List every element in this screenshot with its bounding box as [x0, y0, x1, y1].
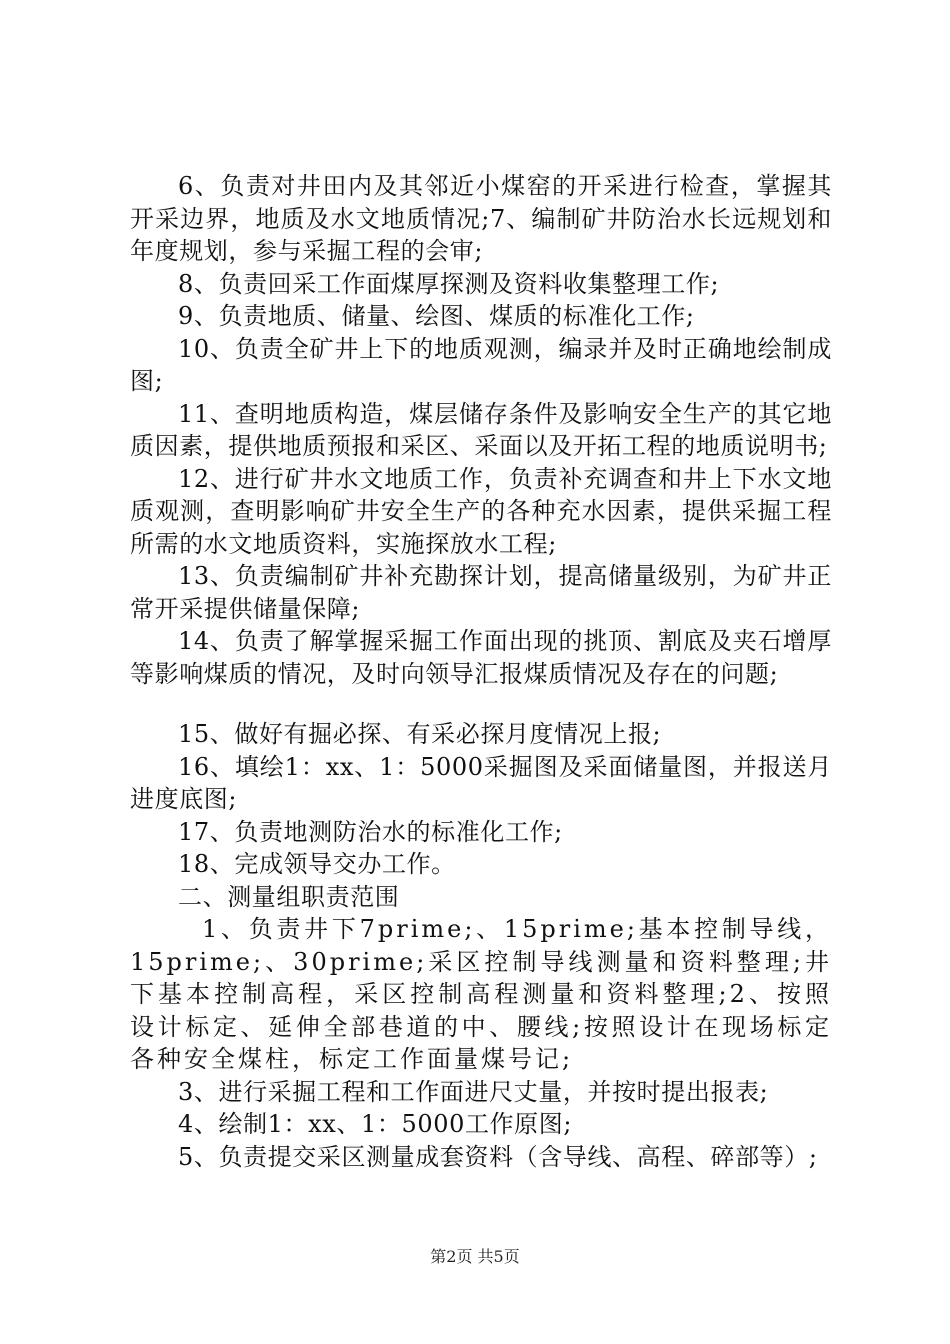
- paragraph-10: 10、负责全矿井上下的地质观测，编录并及时正确地绘制成图;: [130, 334, 832, 395]
- paragraph-survey-1-2: 1、负责井下7prime;、15prime;基本控制导线，15prime;、30prime;采区控制导线测量和资料整理;井下基本控制高程，采区控制高程测量和资料整理;2、按照设计标定、延伸全部巷道的中、腰线;按照设计在现场标定各种安全煤柱，标定工作面量煤号记;: [130, 915, 832, 1073]
- paragraph-11: 11、查明地质构造，煤层储存条件及影响安全生产的其它地质因素，提供地质预报和采区、采面以及开拓工程的地质说明书;: [130, 399, 832, 460]
- page-number-label: 第2页 共5页: [430, 1247, 520, 1266]
- document-body: [130, 170, 832, 1173]
- paragraph-12: 12、进行矿井水文地质工作，负责补充调查和井上下水文地质观测，查明影响矿井安全生产的各种充水因素，提供采掘工程所需的水文地质资料，实施探放水工程;: [130, 464, 832, 558]
- paragraph-15: 15、做好有掘必探、有采必探月度情况上报;: [178, 720, 662, 748]
- paragraph-8: 8、负责回采工作面煤厚探测及资料收集整理工作;: [178, 269, 720, 298]
- paragraph-survey-5: 5、负责提交采区测量成套资料（含导线、高程、碎部等）;: [178, 1142, 818, 1171]
- paragraph-14: 14、负责了解掌握采掘工作面出现的挑顶、割底及夹石增厚等影响煤质的情况，及时向领导汇报煤质情况及存在的问题;: [130, 627, 832, 688]
- paragraph-survey-3: 3、进行采掘工程和工作面进尺丈量，并按时提出报表;: [178, 1077, 769, 1106]
- page-footer: [0, 1244, 950, 1267]
- paragraph-13: 13、负责编制矿井补充勘探计划，提高储量级别，为矿井正常开采提供储量保障;: [130, 562, 832, 623]
- paragraph-16: 16、填绘1：xx、1：5000采掘图及采面储量图，并报送月进度底图;: [130, 752, 832, 813]
- paragraph-9: 9、负责地质、储量、绘图、煤质的标准化工作;: [178, 302, 695, 330]
- paragraph-18: 18、完成领导交办工作。: [178, 850, 456, 878]
- paragraph-survey-4: 4、绘制1：xx、1：5000工作原图;: [178, 1110, 573, 1138]
- paragraph-17: 17、负责地测防治水的标准化工作;: [178, 817, 563, 846]
- paragraph-6-7: 6、负责对井田内及其邻近小煤窑的开采进行检查，掌握其开采边界，地质及水文地质情况;7、编制矿井防治水长远规划和年度规划，参与采掘工程的会审;: [130, 172, 832, 265]
- section-heading-survey-group: 二、测量组职责范围: [178, 882, 400, 911]
